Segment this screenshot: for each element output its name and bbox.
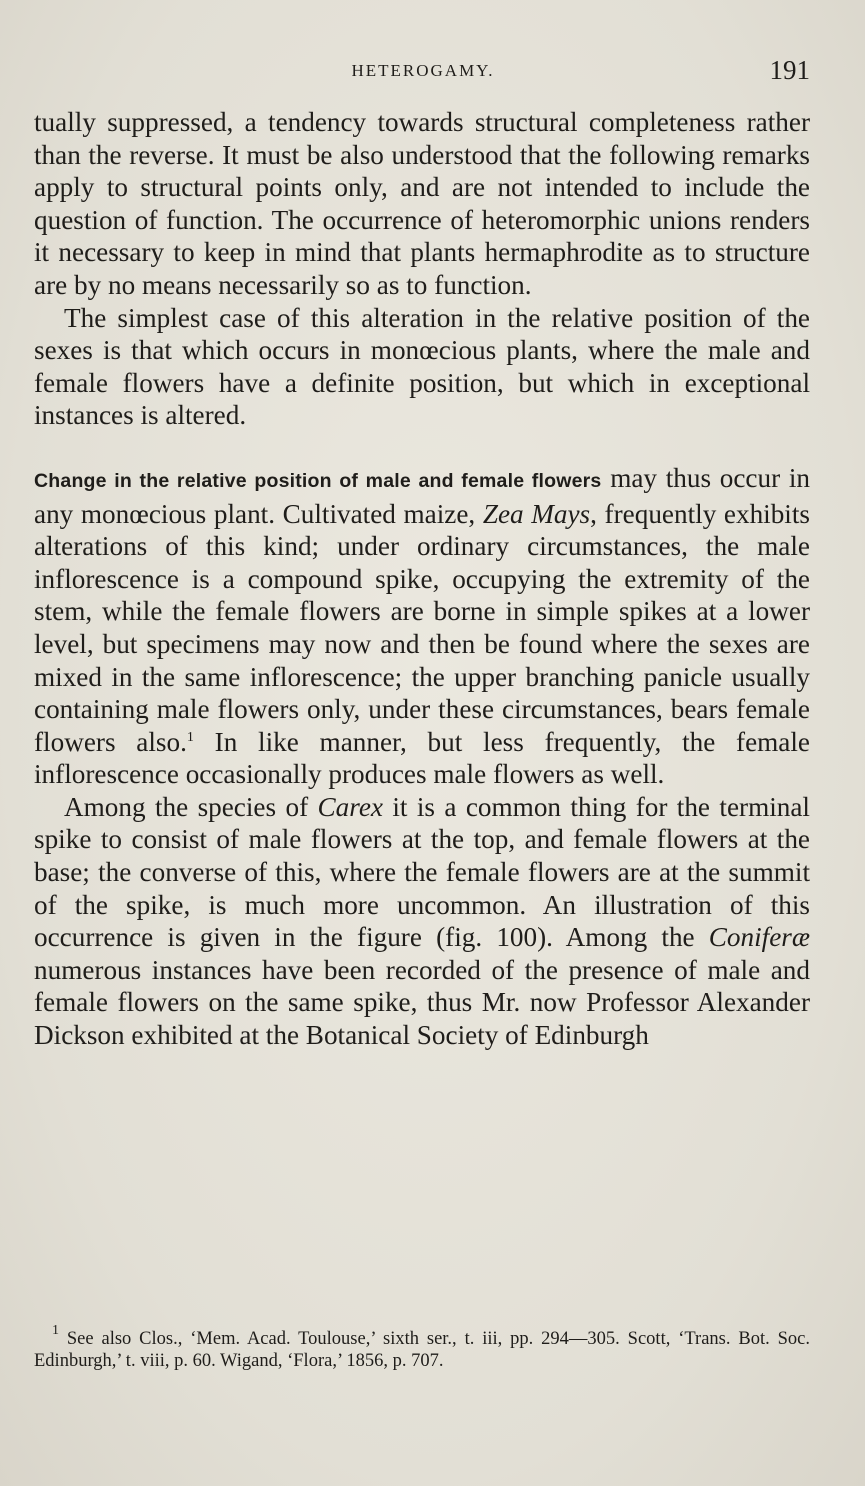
footnote bbox=[34, 1323, 810, 1372]
running-title: HETEROGAMY. bbox=[351, 61, 495, 80]
paragraph-text: it is a common thing for the terminal spike to consist of male flowers at the top, and female flowers at the base; the converse of this, where the female flowers are at the summit of the spike, is much more uncommon. An illustration of this occurrence is given in the figure (fig. 100). Among the bbox=[34, 791, 810, 953]
paragraph-text: numerous instances have been recorded of the presence of male and female flowers on the same spike, thus Mr. now Professor Alexander Dickson exhibited at the Botanical Society of Edinburgh bbox=[34, 954, 810, 1051]
section-heading: Change in the relative position of male and female flowers bbox=[34, 469, 602, 492]
paragraph-text: may thus occur in any monœcious plant. Cultivated maize, bbox=[34, 462, 811, 529]
footnote-marker: 1 bbox=[52, 1323, 59, 1338]
footnote-reference: 1 bbox=[186, 729, 194, 745]
footnote-text: See also Clos., ‘Mem. Acad. Toulouse,’ sixth ser., t. iii, pp. 294—305. Scott, ‘Trans. Bot. Soc. Edinburgh,’ t. viii, p. 60. Wigand, ‘Flora,’ 1856, p. 707. bbox=[34, 1329, 810, 1371]
page-number: 191 bbox=[769, 55, 810, 85]
paragraph-carex bbox=[34, 791, 810, 1052]
family-name: Coniferæ bbox=[708, 922, 810, 953]
paragraph-continued bbox=[34, 106, 810, 302]
genus-name: Carex bbox=[317, 791, 383, 822]
species-name: Zea Mays bbox=[482, 498, 591, 529]
paragraph-text: Among the species of bbox=[64, 791, 318, 822]
body-text bbox=[34, 106, 810, 1052]
paragraph-text: In like manner, but less frequently, the female inflorescence occasionally produces male flowers as well. bbox=[34, 726, 810, 790]
paragraph-text: The simplest case of this alteration in the relative position of the sexes is that which occurs in monœcious plants, where the male and female flowers have a definite position, but which in exceptional instances is altered. bbox=[34, 302, 810, 431]
paragraph-text: , frequently exhibits alterations of this kind; under ordinary circumstances, the male inflorescence is a compound spike, occupying the extremity of the stem, while the female flowers are borne in simple spikes at a lower level, but specimens may now and then be found where the sexes are mixed in the same inflorescence; the upper branching panicle usually containing male flowers only, under these circumstances, bears female flowers also. bbox=[34, 498, 810, 757]
paragraph-text: tually suppressed, a tendency towards structural completeness rather than the reverse. It must be also understood that the following remarks apply to structural points only, and are not intended to include the question of function. The occurrence of heteromorphic unions renders it necessary to keep in mind that plants hermaphrodite as to structure are by no means necessarily so as to function. bbox=[34, 107, 810, 300]
page-header bbox=[36, 55, 810, 89]
paragraph-zea-mays bbox=[34, 462, 810, 791]
paragraph-simplest-case bbox=[34, 302, 810, 432]
